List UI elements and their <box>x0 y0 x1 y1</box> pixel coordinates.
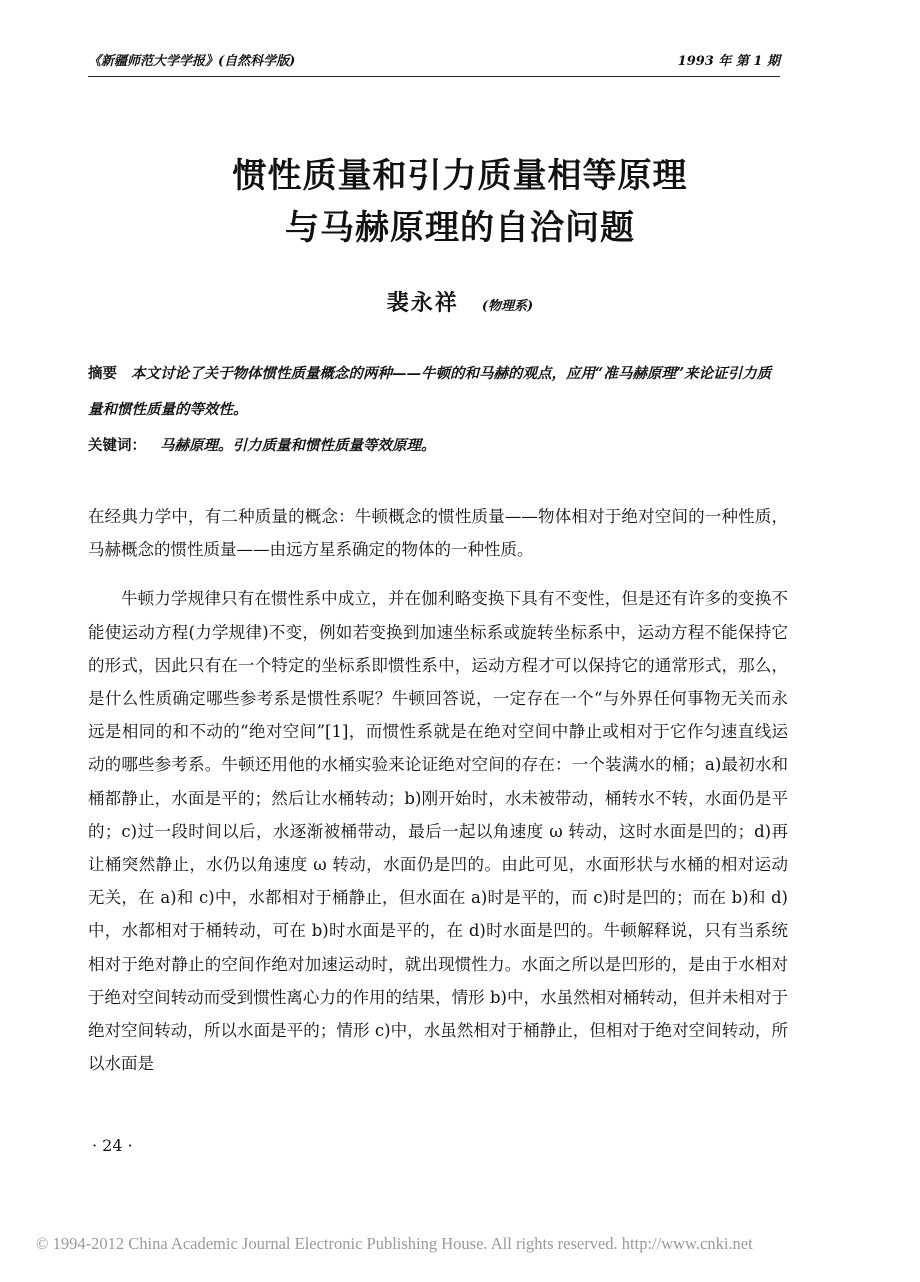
article-title <box>80 150 840 254</box>
title-line-2: 与马赫原理的自洽问题 <box>285 208 635 248</box>
abstract-section <box>88 356 780 464</box>
byline <box>0 286 920 317</box>
keywords-label: 关键词： <box>88 438 146 454</box>
page-number: · 24 · <box>92 1136 133 1155</box>
abstract-label: 摘要 <box>88 366 117 382</box>
issue-number: 1993 年 第 1 期 <box>677 54 780 69</box>
running-head <box>88 50 780 72</box>
header-rule <box>88 76 780 77</box>
article-body <box>88 500 788 1080</box>
abstract-text: 本文讨论了关于物体惯性质量概念的两种——牛顿的和马赫的观点，应用“准马赫原理”来论证引力质量和惯性质量的等效性。 <box>88 365 772 418</box>
title-line-1: 惯性质量和引力质量相等原理 <box>232 156 688 196</box>
author-name: 裴永祥 <box>386 290 459 316</box>
journal-name: 《新疆师范大学学报》(自然科学版) <box>88 54 296 69</box>
author-affiliation: (物理系) <box>481 299 534 314</box>
keywords-text: 马赫原理。引力质量和惯性质量等效原理。 <box>160 437 436 454</box>
abstract-paragraph <box>88 356 780 428</box>
body-paragraph-2: 牛顿力学规律只有在惯性系中成立，并在伽利略变换下具有不变性，但是还有许多的变换不能使运动方程(力学规律)不变，例如若变换到加速坐标系或旋转坐标系中，运动方程不能保持它的形式，因此只有在一个特定的坐标系即惯性系中，运动方程才可以保持它的通常形式，那么，是什么性质确定哪些参考系是惯性系呢？牛顿回答说，一定存在一个“与外界任何事物无关而永远是相同的和不动的“绝对空间”[1]，而惯性系就是在绝对空间中静止或相对于它作匀速直线运动的哪些参考系。牛顿还用他的水桶实验来论证绝对空间的存在：一个装满水的桶；a)最初水和桶都静止，水面是平的；然后让水桶转动；b)刚开始时，水未被带动，桶转水不转，水面仍是平的；c)过一段时间以后，水逐渐被桶带动，最后一起以角速度 ω 转动，这时水面是凹的；d)再让桶突然静止，水仍以角速度 ω 转动，水面仍是凹的。由此可见，水面形状与水桶的相对运动无关，在 a)和 c)中，水都相对于桶静止，但水面在 a)时是平的，而 c)时是凹的；而在 b)和 d)中，水都相对于桶转动，可在 b)时水面是平的，在 d)时水面是凹的。牛顿解释说，只有当系统相对于绝对静止的空间作绝对加速运动时，就出现惯性力。水面之所以是凹形的，是由于水相对于绝对空间转动而受到惯性离心力的作用的结果，情形 b)中，水虽然相对桶转动，但并未相对于绝对空间转动，所以水面是平的；情形 c)中，水虽然相对于桶静止，但相对于绝对空间转动，所以水面是 <box>88 589 788 1074</box>
copyright-notice: © 1994-2012 China Academic Journal Electronic Publishing House. All rights reserved. http://www.cnki.net <box>36 1234 753 1253</box>
keywords-paragraph <box>88 428 780 464</box>
body-paragraph-1: 在经典力学中，有二种质量的概念：牛顿概念的惯性质量——物体相对于绝对空间的一种性质，马赫概念的惯性质量——由远方星系确定的物体的一种性质。 <box>88 507 788 560</box>
